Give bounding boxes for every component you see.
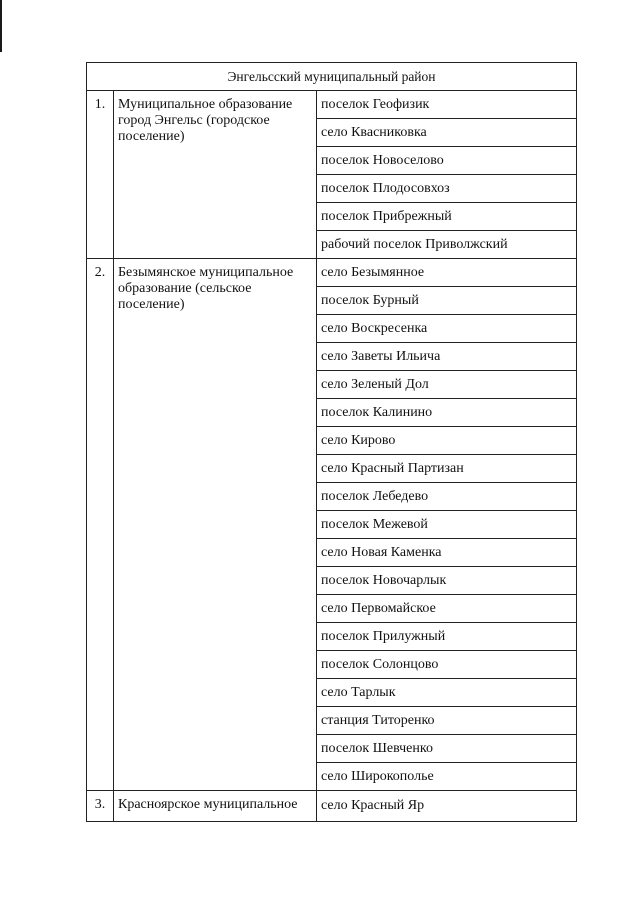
settlement-name: село Кирово	[317, 427, 577, 455]
settlement-name: поселок Лебедево	[317, 483, 577, 511]
page-edge-mark	[0, 0, 2, 52]
settlement-name: поселок Солонцово	[317, 651, 577, 679]
settlement-name: поселок Калинино	[317, 399, 577, 427]
settlement-name: село Заветы Ильича	[317, 343, 577, 371]
settlement-name: станция Титоренко	[317, 707, 577, 735]
settlement-name: село Воскресенка	[317, 315, 577, 343]
table-row	[87, 91, 577, 119]
settlement-name: рабочий поселок Приволжский	[317, 231, 577, 259]
settlement-name: поселок Прибрежный	[317, 203, 577, 231]
settlement-name: поселок Плодосовхоз	[317, 175, 577, 203]
settlement-name: поселок Бурный	[317, 287, 577, 315]
group-number: 1.	[87, 91, 114, 259]
settlement-name: село Квасниковка	[317, 119, 577, 147]
settlement-name: село Новая Каменка	[317, 539, 577, 567]
settlement-name: поселок Прилужный	[317, 623, 577, 651]
settlement-name: село Зеленый Дол	[317, 371, 577, 399]
table-row	[87, 259, 577, 287]
municipality-name: Муниципальное образование город Энгельс (городское поселение)	[114, 91, 317, 259]
settlement-name: село Безымянное	[317, 259, 577, 287]
group-number: 2.	[87, 259, 114, 791]
municipality-name: Безымянское муниципальное образование (сельское поселение)	[114, 259, 317, 791]
district-title: Энгельсский муниципальный район	[87, 63, 577, 91]
district-header-row	[87, 63, 577, 91]
settlement-name: поселок Новоселово	[317, 147, 577, 175]
settlement-name: село Широкополье	[317, 763, 577, 791]
settlement-name: поселок Межевой	[317, 511, 577, 539]
settlement-name: поселок Шевченко	[317, 735, 577, 763]
table-body	[87, 63, 577, 822]
settlements-table	[86, 62, 577, 822]
table-row	[87, 791, 577, 822]
municipality-name: Красноярское муниципальное	[114, 791, 317, 822]
settlement-name: поселок Геофизик	[317, 91, 577, 119]
group-number: 3.	[87, 791, 114, 822]
settlement-name: село Красный Яр	[317, 791, 577, 822]
settlement-name: поселок Новочарлык	[317, 567, 577, 595]
settlement-name: село Первомайское	[317, 595, 577, 623]
settlement-name: село Тарлык	[317, 679, 577, 707]
settlement-name: село Красный Партизан	[317, 455, 577, 483]
